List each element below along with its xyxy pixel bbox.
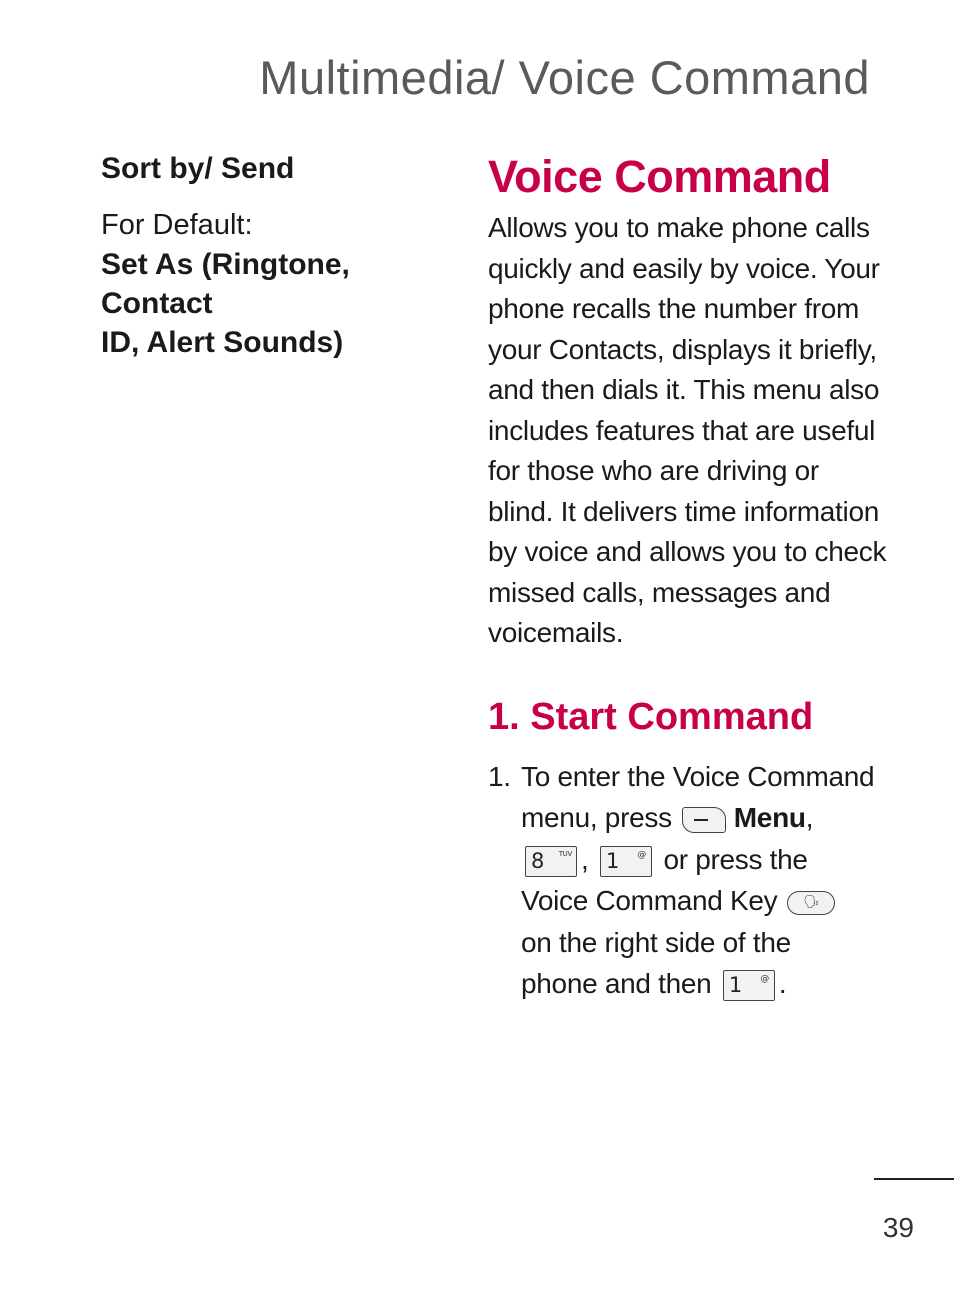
default-items	[101, 245, 461, 362]
menu-label: Menu	[733, 802, 806, 833]
key-8-digit: 8	[531, 848, 545, 873]
voice-command-section	[488, 148, 888, 1005]
voice-command-key-icon	[787, 891, 835, 915]
sort-send-section	[101, 150, 461, 362]
phone-then-text: phone and then	[521, 968, 712, 999]
voice-command-description: Allows you to make phone calls quickly and easily by voice. Your phone recalls the number from your Contacts, displays it briefly, and then dials it. This menu also includes features that are useful for those who are driving or blind. It delivers time information by voice and allows you to check missed calls, messages and voicemails.	[488, 212, 887, 648]
default-items-line1: Set As (Ringtone, Contact	[101, 248, 350, 320]
voice-key-glyph: 🗣	[803, 894, 820, 910]
key-8-icon	[525, 846, 577, 877]
period: .	[778, 968, 787, 999]
step-number: 1.	[488, 760, 511, 792]
step-text-enter: To enter the Voice Command	[521, 760, 875, 792]
comma: ,	[805, 802, 814, 833]
voice-command-title: Voice Command	[488, 151, 831, 202]
start-command-title: 1. Start Command	[488, 695, 814, 738]
comma-2: ,	[581, 843, 589, 875]
key-1-digit-2: 1	[728, 973, 742, 998]
default-items-line2: ID, Alert Sounds)	[101, 326, 344, 359]
or-press-text: or press the	[663, 843, 808, 875]
sort-send-title: Sort by/ Send	[101, 152, 295, 185]
key-1-icon-2	[723, 970, 775, 1001]
step-1	[488, 756, 888, 1005]
step-body	[521, 756, 888, 1005]
key-8-letters: TUV	[558, 849, 572, 858]
left-soft-key-icon	[682, 807, 726, 833]
key-1-digit: 1	[605, 848, 620, 873]
step-text-menu-press: menu, press	[521, 802, 672, 833]
voice-command-key-text: Voice Command Key	[521, 885, 778, 916]
footer-rule	[874, 1178, 954, 1180]
key-1-icon	[600, 846, 652, 877]
page-header: Multimedia/ Voice Command	[259, 51, 870, 104]
key-1-symbol: @	[637, 849, 646, 860]
default-label: For Default:	[101, 209, 253, 241]
right-side-text: on the right side of the	[521, 926, 791, 958]
page-number: 39	[882, 1212, 914, 1243]
key-1-symbol-2: @	[760, 974, 769, 985]
